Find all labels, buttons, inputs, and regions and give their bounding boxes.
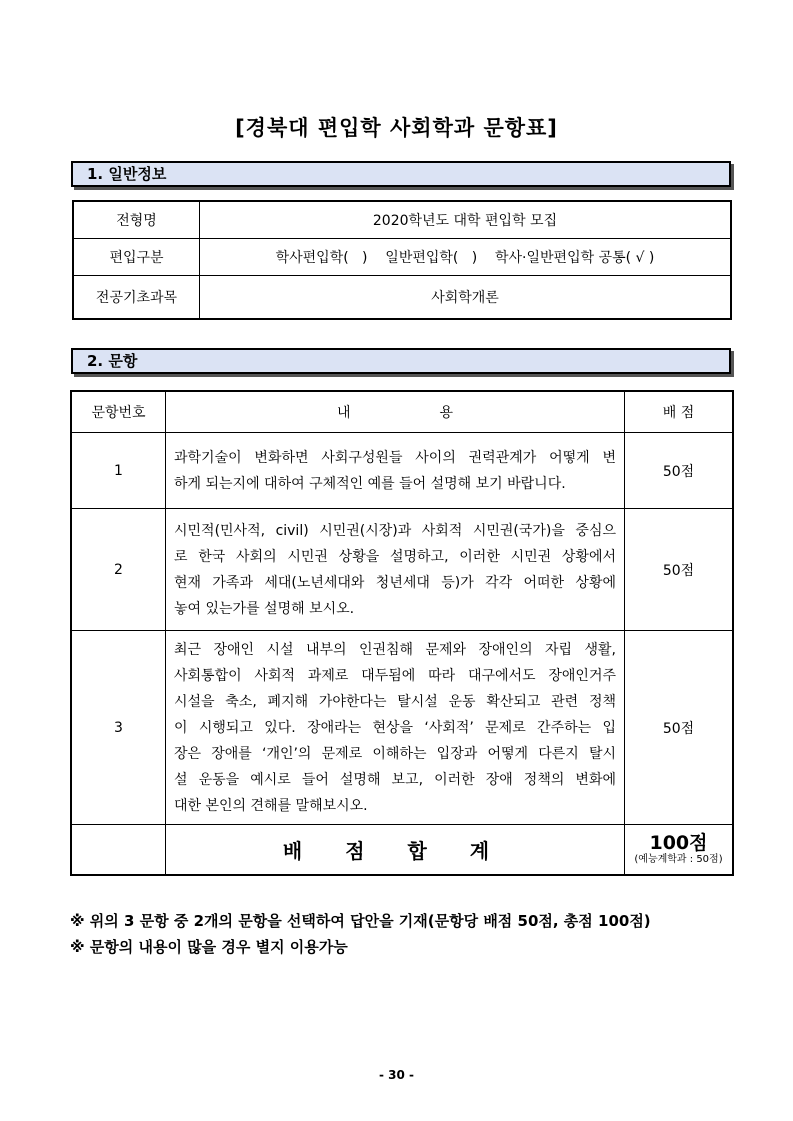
- question-line: 설 운동을 예시로 들어 설명해 보고, 이러한 장애 정책의 변화에: [174, 771, 616, 788]
- question-points: 50점: [625, 509, 734, 631]
- questions-table: [70, 390, 734, 876]
- info-value: 학사편입학( ) 일반편입학( ) 학사·일반편입학 공통( √ ): [200, 239, 732, 276]
- total-points-note: (예능계학과 : 50점): [634, 854, 723, 866]
- question-content: [166, 433, 625, 509]
- page-number: - 30 -: [378, 1068, 414, 1082]
- info-label: 편입구분: [73, 239, 200, 276]
- question-number: 1: [71, 433, 166, 509]
- question-points: 50점: [625, 631, 734, 825]
- info-value: 사회학개론: [200, 276, 732, 320]
- empty-cell: [71, 825, 166, 875]
- header-content: 내 용: [166, 391, 625, 433]
- info-value: 2020학년도 대학 편입학 모집: [200, 201, 732, 239]
- table-row: [73, 201, 731, 239]
- page-title: [경북대 편입학 사회학과 문항표]: [235, 116, 558, 140]
- total-points-cell: [625, 825, 734, 875]
- question-line: 시설을 축소, 폐지해 가야한다는 탈시설 운동 확산되고 관련 정책: [174, 693, 616, 710]
- header-num: 문항번호: [71, 391, 166, 433]
- question-line: 로 한국 사회의 시민권 상황을 설명하고, 이러한 시민권 상황에서: [174, 548, 616, 565]
- question-line: 시민적(민사적, civil) 시민권(시장)과 사회적 시민권(국가)을 중심으: [174, 522, 616, 539]
- question-points: 50점: [625, 433, 734, 509]
- header-points: 배 점: [625, 391, 734, 433]
- total-row: [71, 825, 733, 875]
- question-number: 3: [71, 631, 166, 825]
- question-line: 장은 장애를 ‘개인’의 문제로 이해하는 입장과 어떻게 다른지 탈시: [174, 745, 616, 762]
- question-line: 사회통합이 사회적 과제로 대두됨에 따라 대구에서도 장애인거주: [174, 667, 616, 684]
- note-item: ※ 문항의 내용이 많을 경우 별지 이용가능: [70, 938, 348, 956]
- question-line: 이 시행되고 있다. 장애라는 현상을 ‘사회적’ 문제로 간주하는 입: [174, 719, 616, 736]
- question-line: 현재 가족과 세대(노년세대와 청년세대 등)가 각각 어떠한 상황에: [174, 574, 616, 591]
- table-row: [73, 276, 731, 320]
- question-line: 과학기술이 변화하면 사회구성원들 사이의 권력관계가 어떻게 변: [174, 449, 616, 466]
- section-heading-questions: 2. 문항: [71, 348, 731, 374]
- table-row: [71, 509, 733, 631]
- info-label: 전형명: [73, 201, 200, 239]
- total-points: 100점: [649, 832, 708, 855]
- note-item: ※ 위의 3 문항 중 2개의 문항을 선택하여 답안을 기재(문항당 배점 50점, 총점 100점): [70, 912, 651, 930]
- question-line: 최근 장애인 시설 내부의 인권침해 문제와 장애인의 자립 생활,: [174, 641, 616, 658]
- question-line: 놓여 있는가를 설명해 보시오.: [174, 600, 355, 617]
- question-line: 하게 되는지에 대하여 구체적인 예를 들어 설명해 보기 바랍니다.: [174, 475, 566, 492]
- general-info-table: [72, 200, 732, 320]
- question-number: 2: [71, 509, 166, 631]
- table-row: [71, 433, 733, 509]
- question-line: 대한 본인의 견해를 말해보시오.: [174, 797, 368, 814]
- question-content: [166, 509, 625, 631]
- question-content: [166, 631, 625, 825]
- section-heading-general-info: 1. 일반정보: [71, 161, 731, 187]
- table-header-row: [71, 391, 733, 433]
- notes: [70, 908, 651, 960]
- info-label: 전공기초과목: [73, 276, 200, 320]
- total-label: 배 점 합 계: [166, 825, 625, 875]
- table-row: [73, 239, 731, 276]
- table-row: [71, 631, 733, 825]
